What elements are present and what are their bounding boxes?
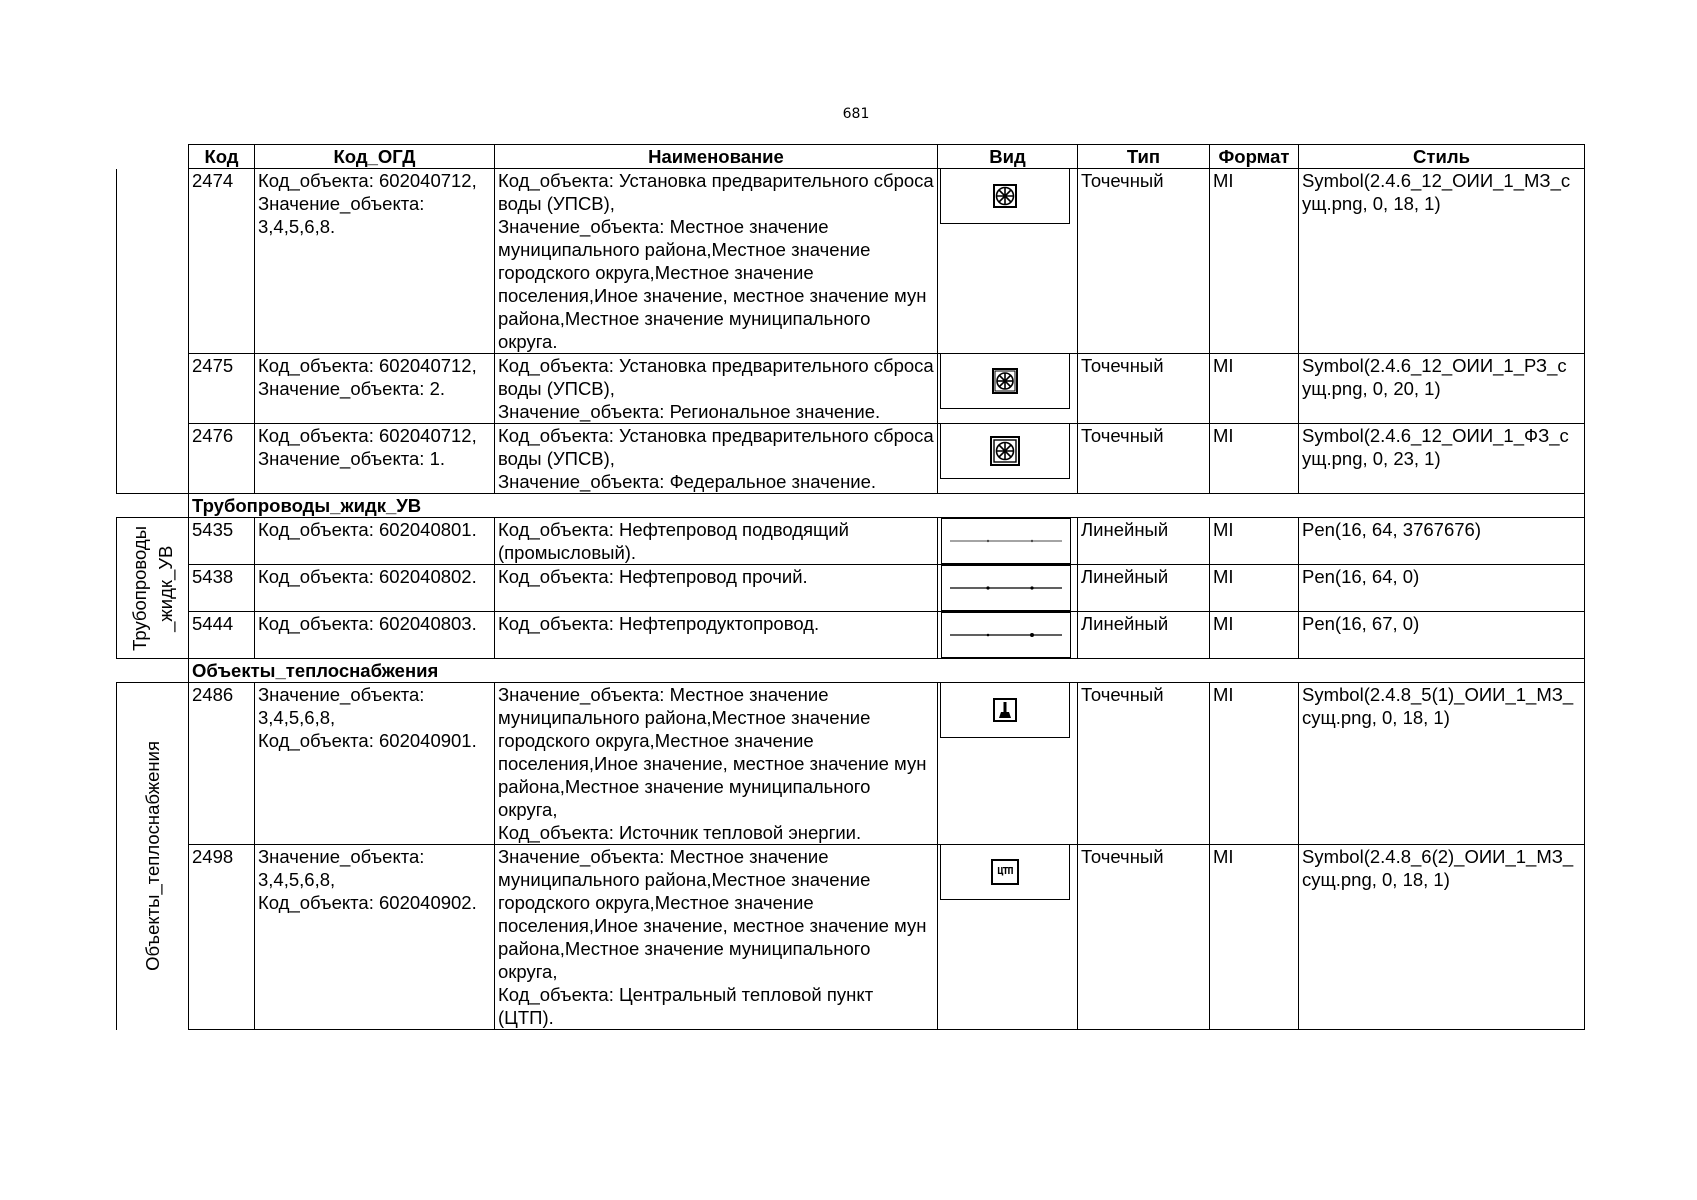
cell-naimenovanie: Значение_объекта: Местное значение муниципального района,Местное значение городского округа,Местное значение поселения,Иное значение, местное значение мун района,Местное значение муниципального округа, Код_объекта: Центральный тепловой пункт (ЦТП). bbox=[495, 845, 938, 1030]
cell-naimenovanie: Код_объекта: Нефтепровод подводящий (промысловый). bbox=[495, 518, 938, 565]
cell-kod-ogd: Код_объекта: 602040712, Значение_объекта: 2. bbox=[255, 354, 495, 424]
cell-kod-ogd: Значение_объекта: 3,4,5,6,8, Код_объекта: 602040901. bbox=[255, 683, 495, 845]
section-row bbox=[117, 659, 1585, 683]
cell-kod-ogd: Код_объекта: 602040712, Значение_объекта: 3,4,5,6,8. bbox=[255, 169, 495, 354]
cell-kod-ogd: Код_объекта: 602040802. bbox=[255, 565, 495, 612]
header-stil: Стиль bbox=[1299, 145, 1585, 169]
cell-vid bbox=[938, 683, 1078, 845]
cell-naimenovanie: Код_объекта: Нефтепровод прочий. bbox=[495, 565, 938, 612]
pipeline-line-icon bbox=[946, 630, 1066, 640]
legend-table bbox=[116, 144, 1585, 1030]
cell-format: MI bbox=[1210, 518, 1299, 565]
header-kod: Код bbox=[189, 145, 255, 169]
line-frame bbox=[941, 612, 1071, 658]
table-row bbox=[117, 169, 1585, 354]
cell-naimenovanie: Код_объекта: Установка предварительного сброса воды (УПСВ), Значение_объекта: Местное значение муниципального района,Местное значение городского округа,Местное значение поселения,Иное значение, местное значение мун района,Местное значение муниципального округа. bbox=[495, 169, 938, 354]
cell-kod-ogd: Значение_объекта: 3,4,5,6,8, Код_объекта: 602040902. bbox=[255, 845, 495, 1030]
cell-stil: Symbol(2.4.6_12_ОИИ_1_РЗ_с ущ.png, 0, 20, 1) bbox=[1299, 354, 1585, 424]
cell-kod: 5438 bbox=[189, 565, 255, 612]
ctp-symbol-text: ЦТП bbox=[997, 866, 1013, 877]
side-label-heat bbox=[117, 683, 189, 1030]
cell-kod: 5444 bbox=[189, 612, 255, 659]
table-row bbox=[117, 612, 1585, 659]
cell-format: MI bbox=[1210, 424, 1299, 494]
symbol-frame bbox=[940, 354, 1070, 410]
cell-vid bbox=[938, 424, 1078, 494]
fan-symbol-icon bbox=[991, 367, 1019, 395]
section-title-heat: Объекты_теплоснабжения bbox=[189, 659, 938, 683]
cell-kod-ogd: Код_объекта: 602040801. bbox=[255, 518, 495, 565]
cell-tip: Точечный bbox=[1078, 169, 1210, 354]
table-row bbox=[117, 518, 1585, 565]
cell-format: MI bbox=[1210, 683, 1299, 845]
cell-naimenovanie: Значение_объекта: Местное значение муниципального района,Местное значение городского округа,Местное значение поселения,Иное значение, местное значение мун района,Местное значение муниципального округа, Код_объекта: Источник тепловой энергии. bbox=[495, 683, 938, 845]
cell-kod: 2498 bbox=[189, 845, 255, 1030]
cell-vid bbox=[938, 354, 1078, 424]
fan-symbol-icon bbox=[992, 183, 1018, 209]
cell-vid bbox=[938, 845, 1078, 1030]
page-number: 681 bbox=[842, 106, 870, 122]
header-vid: Вид bbox=[938, 145, 1078, 169]
cell-vid bbox=[938, 565, 1078, 612]
cell-vid bbox=[938, 612, 1078, 659]
cell-format: MI bbox=[1210, 845, 1299, 1030]
cell-tip: Линейный bbox=[1078, 565, 1210, 612]
cell-kod: 2486 bbox=[189, 683, 255, 845]
cell-stil: Pen(16, 64, 3767676) bbox=[1299, 518, 1585, 565]
cell-vid bbox=[938, 169, 1078, 354]
header-kod-ogd: Код_ОГД bbox=[255, 145, 495, 169]
table-row bbox=[117, 424, 1585, 494]
cell-kod: 2474 bbox=[189, 169, 255, 354]
cell-kod: 5435 bbox=[189, 518, 255, 565]
header-naimenovanie: Наименование bbox=[495, 145, 938, 169]
cell-tip: Точечный bbox=[1078, 354, 1210, 424]
table-row bbox=[117, 354, 1585, 424]
table-row bbox=[117, 565, 1585, 612]
cell-format: MI bbox=[1210, 354, 1299, 424]
line-frame bbox=[941, 565, 1071, 611]
cell-kod-ogd: Код_объекта: 602040712, Значение_объекта: 1. bbox=[255, 424, 495, 494]
cell-tip: Точечный bbox=[1078, 424, 1210, 494]
cell-tip: Линейный bbox=[1078, 518, 1210, 565]
cell-vid bbox=[938, 518, 1078, 565]
cell-naimenovanie: Код_объекта: Нефтепродуктопровод. bbox=[495, 612, 938, 659]
header-tip: Тип bbox=[1078, 145, 1210, 169]
section-row bbox=[117, 494, 1585, 518]
symbol-frame bbox=[940, 845, 1070, 901]
cell-stil: Symbol(2.4.6_12_ОИИ_1_ФЗ_с ущ.png, 0, 23, 1) bbox=[1299, 424, 1585, 494]
cell-stil: Symbol(2.4.6_12_ОИИ_1_МЗ_с ущ.png, 0, 18, 1) bbox=[1299, 169, 1585, 354]
cell-tip: Линейный bbox=[1078, 612, 1210, 659]
cell-format: MI bbox=[1210, 169, 1299, 354]
cell-tip: Точечный bbox=[1078, 683, 1210, 845]
cell-stil: Symbol(2.4.8_5(1)_ОИИ_1_МЗ_ сущ.png, 0, 18, 1) bbox=[1299, 683, 1585, 845]
cell-kod-ogd: Код_объекта: 602040803. bbox=[255, 612, 495, 659]
cell-stil: Pen(16, 64, 0) bbox=[1299, 565, 1585, 612]
cell-format: MI bbox=[1210, 612, 1299, 659]
cell-kod: 2475 bbox=[189, 354, 255, 424]
cell-tip: Точечный bbox=[1078, 845, 1210, 1030]
header-row bbox=[117, 145, 1585, 169]
symbol-frame bbox=[940, 683, 1070, 739]
cell-naimenovanie: Код_объекта: Установка предварительного сброса воды (УПСВ), Значение_объекта: Региональное значение. bbox=[495, 354, 938, 424]
pipeline-line-icon bbox=[946, 583, 1066, 593]
table-row bbox=[117, 683, 1585, 845]
pipeline-line-icon bbox=[946, 536, 1066, 546]
cell-naimenovanie: Код_объекта: Установка предварительного сброса воды (УПСВ), Значение_объекта: Федеральное значение. bbox=[495, 424, 938, 494]
side-label-text: Трубопроводы _жидк_УВ bbox=[128, 525, 176, 651]
fan-symbol-icon bbox=[989, 435, 1021, 467]
section-title-pipes: Трубопроводы_жидк_УВ bbox=[189, 494, 938, 518]
table-row bbox=[117, 845, 1585, 1030]
cell-kod: 2476 bbox=[189, 424, 255, 494]
symbol-frame bbox=[940, 424, 1070, 480]
cell-format: MI bbox=[1210, 565, 1299, 612]
header-format: Формат bbox=[1210, 145, 1299, 169]
cell-stil: Symbol(2.4.8_6(2)_ОИИ_1_МЗ_ сущ.png, 0, 18, 1) bbox=[1299, 845, 1585, 1030]
symbol-frame bbox=[940, 169, 1070, 225]
ctp-symbol-icon bbox=[991, 859, 1019, 885]
side-label-pipes bbox=[117, 518, 189, 659]
cell-stil: Pen(16, 67, 0) bbox=[1299, 612, 1585, 659]
side-label-text: Объекты_теплоснабжения bbox=[141, 741, 163, 972]
line-frame bbox=[941, 518, 1071, 564]
heat-source-icon bbox=[992, 697, 1018, 723]
side-cell bbox=[117, 169, 189, 494]
